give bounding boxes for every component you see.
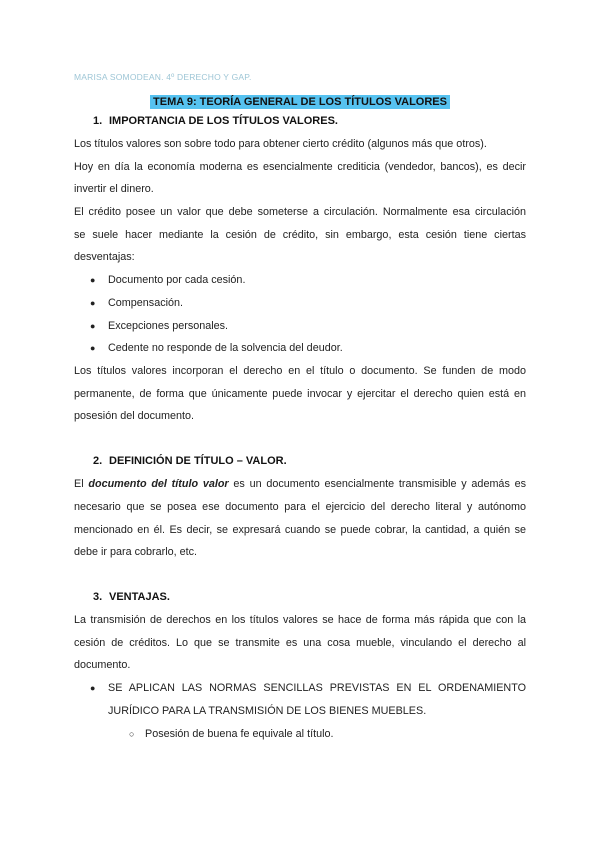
paragraph-line: debe ir para cobrarlo, etc. [74, 546, 198, 558]
section-number: 1. [93, 115, 103, 127]
caps-line: JURÍDICO PARA LA TRANSMISIÓN DE LOS BIENES MUEBLES. [108, 705, 427, 717]
circle-bullet-icon: ○ [129, 729, 135, 739]
paragraph-line: cesión de créditos. Lo que se transmite es una cosa mueble, vinculando el derecho al [74, 637, 526, 649]
section-title: IMPORTANCIA DE LOS TÍTULOS VALORES. [109, 115, 338, 127]
list-item [90, 682, 108, 694]
section-number: 2. [93, 455, 103, 467]
caps-line: SE APLICAN LAS NORMAS SENCILLAS PREVISTAS EN EL ORDENAMIENTO [108, 682, 526, 694]
paragraph-line: documento. [74, 659, 131, 671]
paragraph-line: desventajas: [74, 251, 135, 263]
paragraph-line: necesario que se posea ese documento para el ejercicio del derecho literal y autónomo [74, 501, 526, 513]
section-1-heading [93, 115, 338, 127]
page-title: TEMA 9: TEORÍA GENERAL DE LOS TÍTULOS VALORES [150, 95, 450, 109]
paragraph-line: Los títulos valores son sobre todo para obtener cierto crédito (algunos más que otros). [74, 138, 487, 150]
title-wrap [0, 92, 600, 110]
paragraph-line: mencionado en él. Es decir, se expresará cuando se puede cobrar, la cantidad, a quién se [74, 524, 526, 536]
bullet-icon: ● [90, 298, 96, 308]
paragraph-line: La transmisión de derechos en los títulos valores se hace de forma más rápida que con la [74, 614, 526, 626]
paragraph-line: permanente, de forma que únicamente puede invocar y ejercitar el derecho quien está en [74, 388, 526, 400]
emphasis-term: documento del título valor [88, 478, 229, 490]
section-number: 3. [93, 591, 103, 603]
paragraph-line: se suele hacer mediante la cesión de crédito, sin embargo, esta cesión tiene ciertas [74, 229, 526, 241]
author-header: MARISA SOMODEAN. 4º DERECHO Y GAP. [74, 72, 252, 82]
list-item: ● Excepciones personales. [90, 320, 229, 332]
paragraph-line: El crédito posee un valor que debe someterse a circulación. Normalmente esa circulación [74, 206, 526, 218]
paragraph-line: posesión del documento. [74, 410, 195, 422]
paragraph-line: Hoy en día la economía moderna es esencialmente crediticia (vendedor, bancos), es decir [74, 161, 526, 173]
section-title: VENTAJAS. [109, 591, 170, 603]
paragraph-line: El documento del título valor es un documento esencialmente transmisible y además es [74, 478, 527, 490]
section-3-heading [93, 591, 170, 603]
list-item: ● Cedente no responde de la solvencia del deudor. [90, 342, 343, 354]
bullet-icon: ● [90, 343, 96, 353]
list-item: ● Documento por cada cesión. [90, 274, 246, 286]
section-2-heading [93, 455, 287, 467]
list-item: ● Compensación. [90, 297, 184, 309]
sub-list-item: ○ Posesión de buena fe equivale al título. [129, 728, 334, 740]
section-title: DEFINICIÓN DE TÍTULO – VALOR. [109, 455, 287, 467]
bullet-icon: ● [90, 275, 96, 285]
paragraph-line: invertir el dinero. [74, 183, 154, 195]
bullet-icon: ● [90, 683, 96, 693]
bullet-icon: ● [90, 321, 96, 331]
paragraph-line: Los títulos valores incorporan el derecho en el título o documento. Se funden de modo [74, 365, 526, 377]
